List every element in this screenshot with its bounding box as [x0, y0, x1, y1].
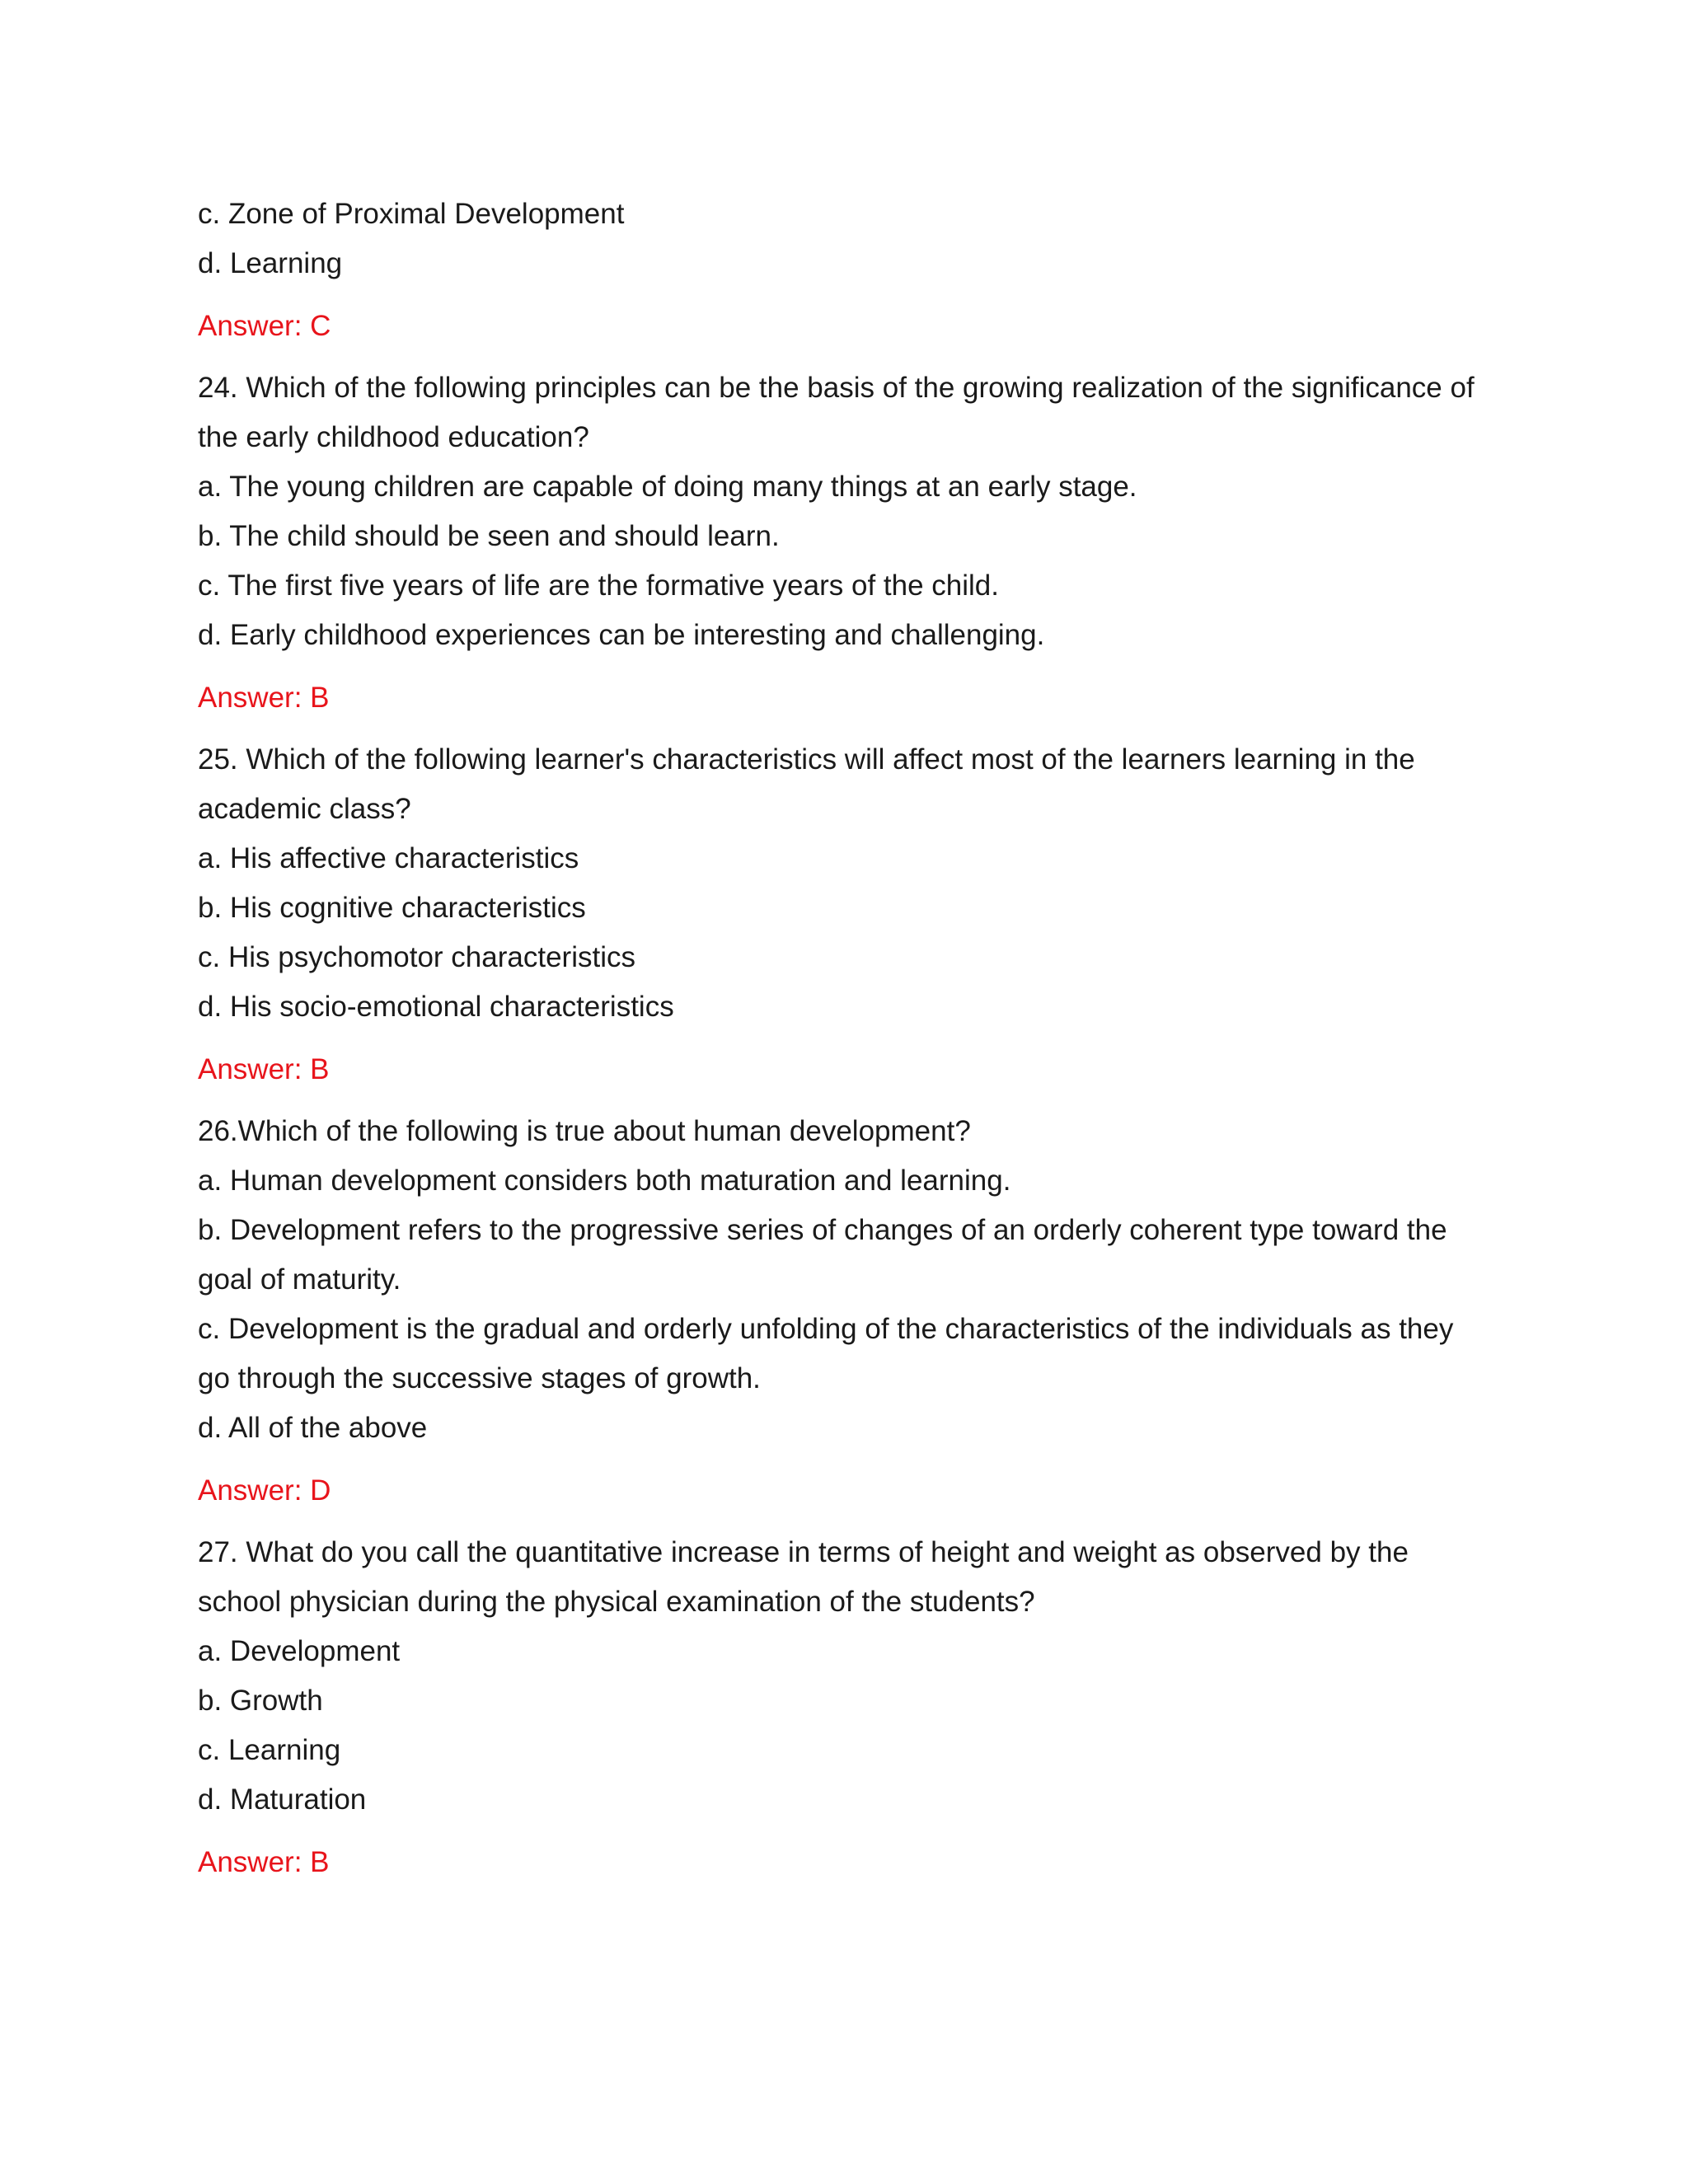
answer-label: Answer: D: [198, 1474, 331, 1507]
option-d: d. Early childhood experiences can be interesting and challenging.: [198, 619, 1045, 651]
answer-label: Answer: B: [198, 682, 330, 714]
previous-question-tail: [198, 190, 1500, 351]
option-a: a. Development: [198, 1635, 401, 1667]
question-27: [198, 1528, 1500, 1887]
option-c: c. Zone of Proximal Development: [198, 198, 625, 230]
option-c-continued: go through the successive stages of growth.: [198, 1362, 761, 1394]
option-a: a. Human development considers both maturation and learning.: [198, 1165, 1011, 1197]
question-text: 25. Which of the following learner's characteristics will affect most of the learners learning in the: [198, 743, 1415, 776]
option-d: d. Learning: [198, 247, 343, 279]
option-d: d. His socio-emotional characteristics: [198, 991, 674, 1023]
answer-label: Answer: C: [198, 310, 331, 342]
question-24: [198, 363, 1500, 723]
question-text: 26.Which of the following is true about human development?: [198, 1115, 971, 1147]
option-b: b. Growth: [198, 1685, 323, 1717]
option-b: b. His cognitive characteristics: [198, 892, 586, 924]
question-text: 24. Which of the following principles can be the basis of the growing realization of the significance of: [198, 372, 1475, 404]
option-d: d. All of the above: [198, 1412, 428, 1444]
option-c: c. The first five years of life are the formative years of the child.: [198, 569, 999, 602]
option-b: b. Development refers to the progressive series of changes of an orderly coherent type toward the: [198, 1214, 1447, 1246]
question-25: [198, 735, 1500, 1094]
option-b: b. The child should be seen and should learn.: [198, 520, 780, 552]
document-content: [198, 190, 1500, 1900]
question-text: academic class?: [198, 793, 411, 825]
option-d: d. Maturation: [198, 1783, 367, 1816]
option-a: a. The young children are capable of doing many things at an early stage.: [198, 471, 1137, 503]
option-c: c. Development is the gradual and orderly unfolding of the characteristics of the individuals as they: [198, 1313, 1454, 1345]
question-text: school physician during the physical examination of the students?: [198, 1586, 1035, 1618]
answer-label: Answer: B: [198, 1053, 330, 1085]
answer-label: Answer: B: [198, 1846, 330, 1878]
option-a: a. His affective characteristics: [198, 842, 579, 874]
question-26: [198, 1107, 1500, 1516]
option-c: c. Learning: [198, 1734, 341, 1766]
option-c: c. His psychomotor characteristics: [198, 941, 635, 973]
question-text: the early childhood education?: [198, 421, 589, 453]
question-text: 27. What do you call the quantitative increase in terms of height and weight as observed by the: [198, 1536, 1409, 1568]
option-b-continued: goal of maturity.: [198, 1263, 401, 1296]
